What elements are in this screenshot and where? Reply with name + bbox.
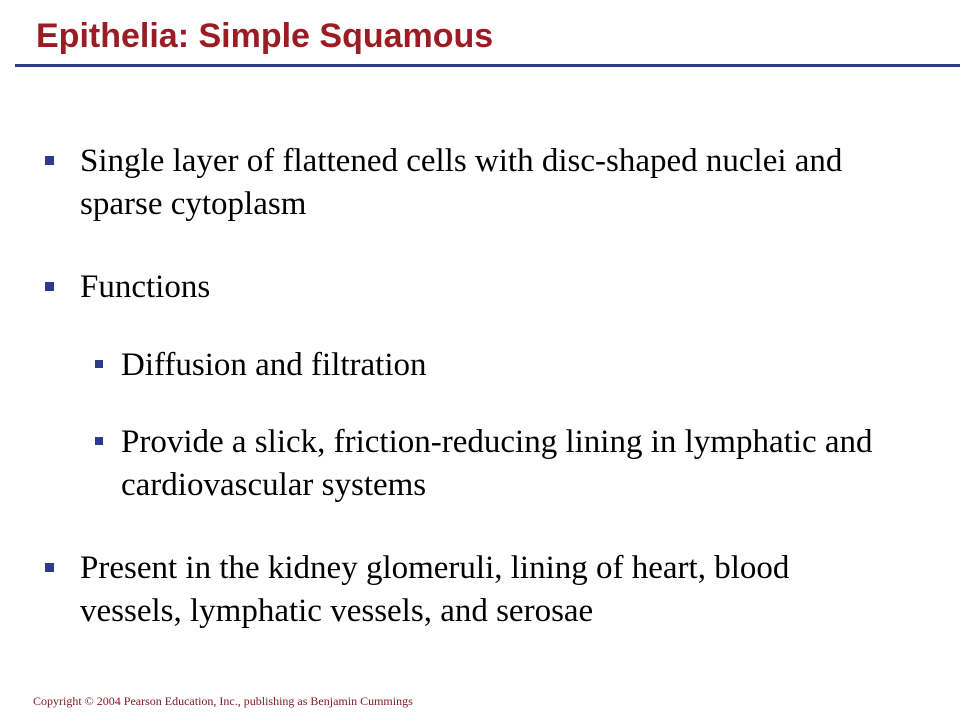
bullet-item-single-layer (80, 140, 880, 226)
sub-bullet-item-diffusion (121, 344, 881, 387)
bullet-text: Diffusion and filtration (121, 347, 427, 383)
bullet-text: Provide a slick, friction-reducing lining in lymphatic and cardiovascular systems (121, 424, 873, 503)
bullet-text: Functions (80, 269, 211, 305)
square-bullet-icon (45, 282, 54, 291)
sub-bullet-item-lining (121, 421, 881, 507)
square-bullet-icon (95, 437, 103, 445)
slide-title: Epithelia: Simple Squamous (36, 17, 494, 55)
square-bullet-icon (45, 156, 54, 165)
square-bullet-icon (95, 360, 103, 368)
bullet-item-functions (80, 266, 880, 309)
bullet-text: Present in the kidney glomeruli, lining of heart, blood vessels, lymphatic vessels, and serosae (80, 550, 790, 629)
bullet-text: Single layer of flattened cells with disc-shaped nuclei and sparse cytoplasm (80, 143, 843, 222)
copyright-notice: Copyright © 2004 Pearson Education, Inc., publishing as Benjamin Cummings (33, 694, 413, 708)
square-bullet-icon (45, 563, 54, 572)
bullet-item-present-in (80, 547, 880, 633)
